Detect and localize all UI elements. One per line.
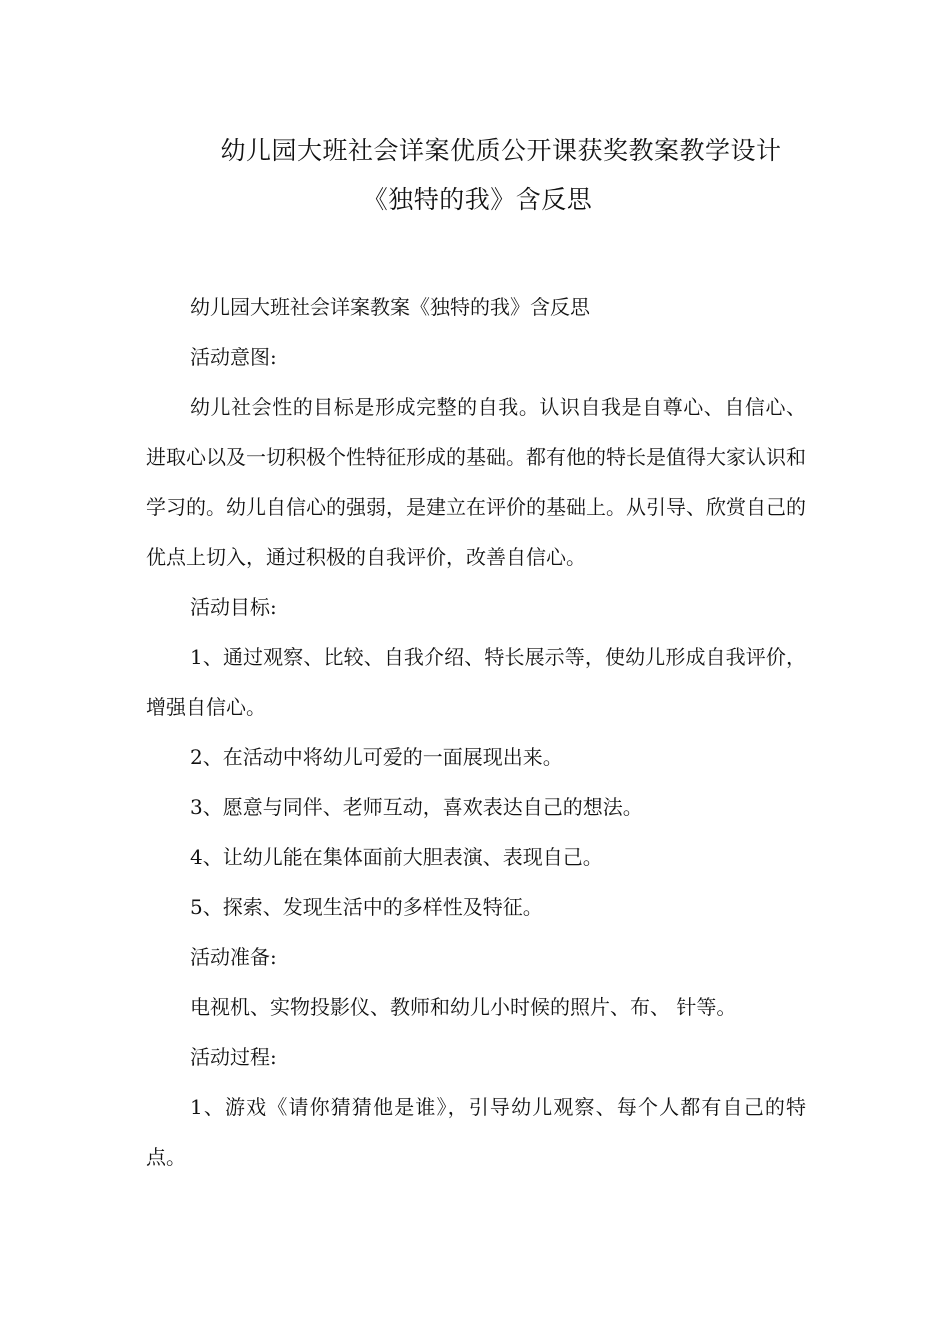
paragraph-subtitle: 幼儿园大班社会详案教案《独特的我》含反思 <box>190 295 590 319</box>
paragraph-intent: 幼儿社会性的目标是形成完整的自我。认识自我是自尊心、自信心、进取心以及一切积极个性特征形成的基础。都有他的特长是值得大家认识和学习的。幼儿自信心的强弱，是建立在评价的基础上。从引导、欣赏自己的优点上切入，通过积极的自我评价，改善自信心。 <box>146 395 806 569</box>
goal-item-2: 2、在活动中将幼儿可爱的一面展现出来。 <box>190 745 563 769</box>
goal-item-4: 4、让幼儿能在集体面前大胆表演、表现自己。 <box>190 845 603 869</box>
section-heading-preparation: 活动准备: <box>190 945 277 969</box>
section-heading-goals: 活动目标: <box>190 595 277 619</box>
document-title-line-2: 《独特的我》含反思 <box>362 185 593 214</box>
document-title-line-1: 幼儿园大班社会详案优质公开课获奖教案教学设计 <box>220 136 782 165</box>
document-body <box>146 282 806 1182</box>
process-item-1: 1、游戏《请你猜猜他是谁》，引导幼儿观察、每个人都有自己的特点。 <box>146 1095 806 1169</box>
goal-item-1: 1、通过观察、比较、自我介绍、特长展示等，使幼儿形成自我评价，增强自信心。 <box>146 645 806 719</box>
section-heading-intent: 活动意图: <box>190 345 277 369</box>
section-heading-process: 活动过程: <box>190 1045 277 1069</box>
goal-item-3: 3、愿意与同伴、老师互动，喜欢表达自己的想法。 <box>190 795 643 819</box>
goal-item-5: 5、探索、发现生活中的多样性及特征。 <box>190 895 543 919</box>
paragraph-preparation: 电视机、实物投影仪、教师和幼儿小时候的照片、布、 针等。 <box>190 995 737 1019</box>
